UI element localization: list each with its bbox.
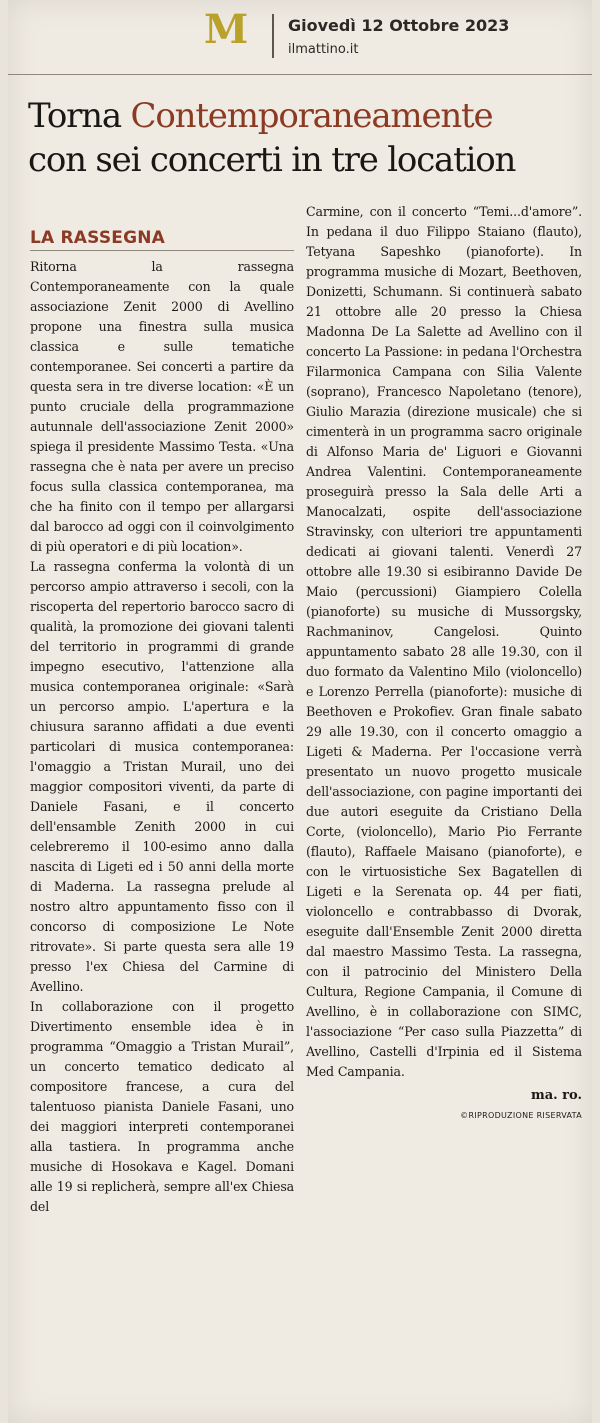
masthead	[8, 0, 592, 70]
headline-line-1	[28, 94, 588, 138]
masthead-divider	[272, 14, 274, 58]
section-kicker: LA RASSEGNA	[30, 228, 294, 251]
column-left-body	[30, 257, 294, 1217]
issue-date: Giovedì 12 Ottobre 2023	[288, 16, 510, 35]
article-column-right	[306, 202, 582, 1408]
paragraph: La rassegna conferma la volontà di un percorso ampio attraverso i secoli, con la riscoperta del repertorio barocco sacro di qualità, la promozione dei giovani talenti del territorio in programmi di grande impegno esecutivo, l'attenzione alla musica contemporanea originale: «Sarà un percorso ampio. L'apertura e la chiusura saranno affidati a due eventi particolari di musica contemporanea: l'omaggio a Tristan Murail, uno dei maggior compositori viventi, da parte di Daniele Fasani, e il concerto dell'ensamble Zenith 2000 in cui celebreremo il 100-esimo anno dalla nascita di Ligeti ed i 50 anni della morte di Maderna. La rassegna prelude al nostro altro appuntamento fisso con il concorso di composizione Le Note ritrovate». Si parte questa sera alle 19 presso l'ex Chiesa del Carmine di Avellino.	[30, 559, 294, 994]
copyright-notice: ©RIPRODUZIONE RISERVATA	[460, 1111, 582, 1120]
headline-highlight: Contemporaneamente	[130, 96, 493, 136]
column-right-body	[306, 202, 582, 1082]
author-byline: ma. ro.	[530, 1088, 582, 1103]
masthead-rule	[8, 74, 592, 75]
headline-line-2: con sei concerti in tre location	[28, 140, 516, 180]
newspaper-page	[8, 0, 592, 1423]
headline-prefix: Torna	[28, 96, 131, 136]
newspaper-logo: M	[204, 6, 249, 53]
website-url: ilmattino.it	[288, 42, 359, 57]
article-headline	[28, 94, 588, 182]
paragraph: Ritorna la rassegna Contemporaneamente con la quale associazione Zenit 2000 di Avellino propone una finestra sulla musica classica e sulle tematiche contemporanee. Sei concerti a partire da questa sera in tre diverse location: «È un punto cruciale della programmazione autunnale dell'associazione Zenit 2000» spiega il presidente Massimo Testa. «Una rassegna che è nata per avere un preciso focus sulla classica contemporanea, ma che ha finito con il tempo per allargarsi dal barocco ad oggi con il coinvolgimento di più operatori e di più location».	[30, 259, 294, 554]
article-column-left	[30, 228, 294, 1408]
paragraph: Carmine, con il concerto “Temi...d'amore”. In pedana il duo Filippo Staiano (flauto), Tetyana Sapeshko (pianoforte). In programma musiche di Mozart, Beethoven, Donizetti, Schumann. Si continuerà sabato 21 ottobre alle 20 presso la Chiesa Madonna De La Salette ad Avellino con il concerto La Passione: in pedana l'Orchestra Filarmonica Campana con Silia Valente (soprano), Francesco Napoletano (tenore), Giulio Marazia (direzione musicale) che si cimenterà in un programma sacro originale di Alfonso Maria de' Liguori e Giovanni Andrea Valentini. Contemporaneamente proseguirà presso la Sala delle Arti a Manocalzati, ospite dell'associazione Stravinsky, con ulteriori tre appuntamenti dedicati ai giovani talenti. Venerdì 27 ottobre alle 19.30 si esibiranno Davide De Maio (percussioni) Giampiero Colella (pianoforte) su musiche di Mussorgsky, Rachmaninov, Cangelosi. Quinto appuntamento sabato 28 alle 19.30, con il duo formato da Valentino Milo (violoncello) e Lorenzo Perrella (pianoforte): musiche di Beethoven e Prokofiev. Gran finale sabato 29 alle 19.30, con il concerto omaggio a Ligeti & Maderna. Per l'occasione verrà presentato un nuovo progetto musicale dell'associazione, con pagine importanti dei due autori eseguite da Cristiano Della Corte, (violoncello), Mario Pio Ferrante (flauto), Raffaele Maisano (pianoforte), e con le virtuosistiche Sex Bagatellen di Ligeti e la Serenata op. 44 per fiati, violoncello e contrabbasso di Dvorak, eseguite dall'Ensemble Zenit 2000 diretta dal maestro Massimo Testa. La rassegna, con il patrocinio del Ministero Della Cultura, Regione Campania, il Comune di Avellino, è in collaborazione con SIMC, l'associazione “Per caso sulla Piazzetta” di Avellino, Castelli d'Irpinia ed il Sistema Med Campania.	[306, 204, 582, 1079]
paragraph: In collaborazione con il progetto Divertimento ensemble idea è in programma “Omaggio a Tristan Murail”, un concerto tematico dedicato al compositore francese, a cura del talentuoso pianista Daniele Fasani, uno dei maggiori interpreti contemporanei alla tastiera. In programma anche musiche di Hosokava e Kagel. Domani alle 19 si replicherà, sempre all'ex Chiesa del	[30, 999, 294, 1214]
